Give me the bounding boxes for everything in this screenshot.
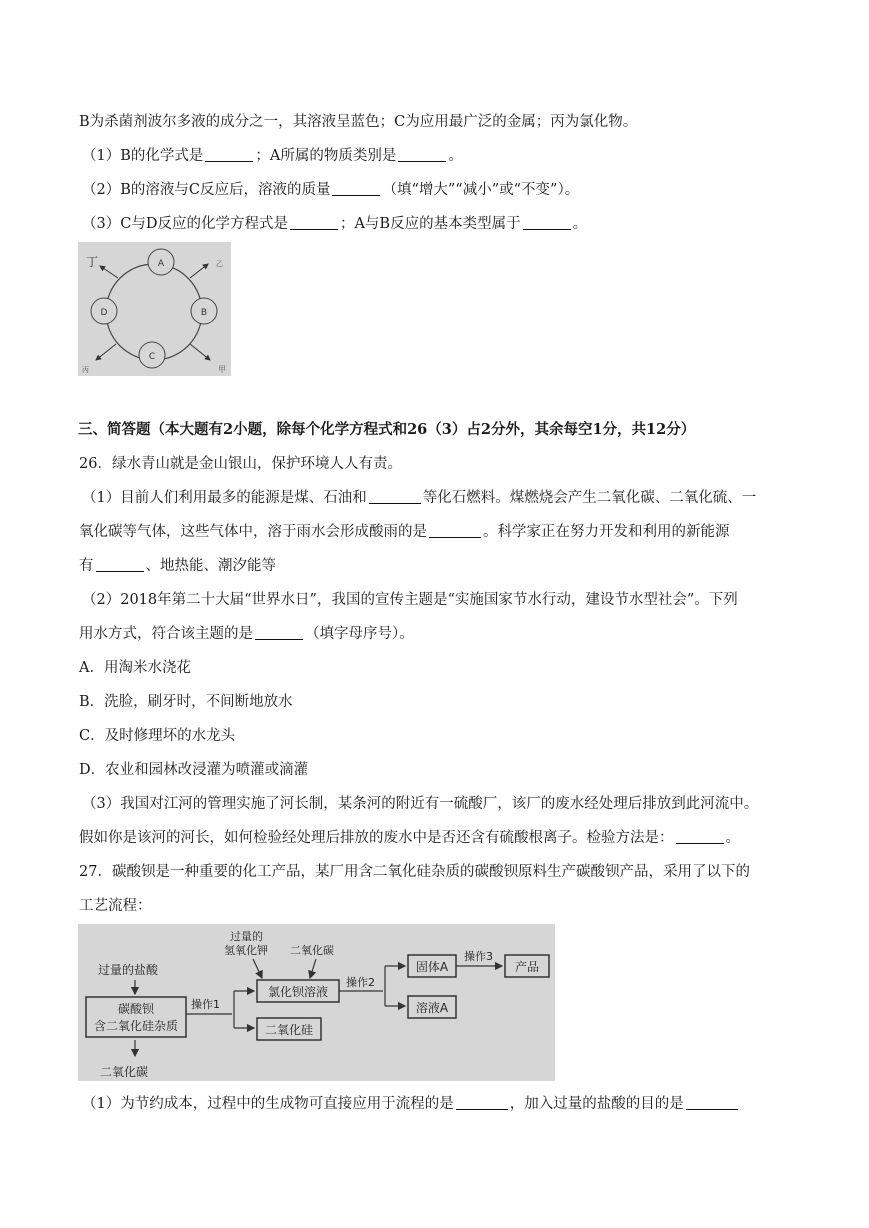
answer-blank[interactable] bbox=[676, 829, 724, 844]
arrow-koh-in bbox=[253, 959, 262, 978]
option-b: B．洗脸，刷牙时，不间断地放水 bbox=[79, 694, 293, 710]
label-a: A bbox=[157, 259, 165, 269]
q26-part1-text-c: 氧化碳等气体，这些气体中，溶于雨水会形成酸雨的是 bbox=[79, 524, 427, 540]
answer-blank[interactable] bbox=[686, 1095, 738, 1110]
q25-intro: B为杀菌剂波尔多液的成分之一，其溶液呈蓝色；C为应用最广泛的金属；丙为氯化物。 bbox=[79, 114, 638, 130]
label-ding: 丁 bbox=[86, 255, 99, 269]
label-c: C bbox=[148, 352, 156, 362]
answer-blank[interactable] bbox=[523, 215, 571, 230]
q26-part2-text-a: 用水方式，符合该主题的是 bbox=[79, 626, 253, 642]
circle-diagram-svg bbox=[78, 242, 231, 376]
label-op1: 操作1 bbox=[191, 998, 220, 1011]
option-d: D．农业和园林改浸灌为喷灌或滴灌 bbox=[79, 762, 309, 778]
q25-part3-text-b: ；A与B反应的基本类型属于 bbox=[339, 216, 521, 232]
q26-part3-text-a: 假如你是该河的河长，如何检验经处理后排放的废水中是否还含有硫酸根离子。检验方法是： bbox=[79, 830, 674, 846]
q25-part1-text-b: ；A所属的物质类别是 bbox=[255, 148, 397, 164]
answer-blank[interactable] bbox=[429, 523, 481, 538]
label-bing: 丙 bbox=[82, 366, 89, 374]
arrow-to-yi bbox=[190, 264, 208, 278]
q26-part3-line2 bbox=[79, 828, 740, 848]
label-d: D bbox=[100, 308, 108, 318]
answer-blank[interactable] bbox=[456, 1095, 508, 1110]
q25-part2-text-b: （填“增大”“减小”或“不变”）。 bbox=[382, 182, 580, 198]
q27-stem-line1: 27．碳酸钡是一种重要的化工产品，某厂用含二氧化硅杂质的碳酸钡原料生产碳酸钡产品，采用了以下的 bbox=[79, 864, 750, 880]
q25-part1-text-c: 。 bbox=[448, 148, 463, 164]
option-c: C．及时修理坏的水龙头 bbox=[79, 728, 236, 744]
q25-part2-text-a: （2）B的溶液与C反应后，溶液的质量 bbox=[82, 182, 331, 198]
q27-part1 bbox=[82, 1094, 740, 1114]
arrow-to-ding bbox=[100, 266, 118, 278]
arrow-co2-in bbox=[310, 959, 316, 978]
answer-blank[interactable] bbox=[96, 557, 144, 572]
q26-part1-text-b: 等化石燃料。煤燃烧会产生二氧化碳、二氧化硫、一 bbox=[422, 490, 757, 506]
q26-part2-line2 bbox=[79, 624, 414, 644]
q26-part1-line3 bbox=[79, 556, 276, 576]
q26-part1-line1 bbox=[82, 488, 756, 508]
label-op3: 操作3 bbox=[464, 950, 493, 963]
q26-part1-text-e: 有 bbox=[79, 558, 94, 574]
process-flow-diagram bbox=[78, 924, 555, 1081]
q26-part1-text-f: 、地热能、潮汐能等 bbox=[145, 558, 276, 574]
q26-part2-text-b: （填字母序号）。 bbox=[305, 626, 414, 642]
q26-part3-line1: （3）我国对江河的管理实施了河长制，某条河的附近有一硫酸厂，该厂的废水经处理后排放到此河流中。 bbox=[82, 796, 759, 812]
q27-stem-line2: 工艺流程： bbox=[79, 898, 152, 914]
q26-stem: 26．绿水青山就是金山银山，保护环境人人有责。 bbox=[79, 456, 402, 472]
label-co2-out: 二氧化碳 bbox=[100, 1065, 149, 1079]
q25-part3-text-a: （3）C与D反应的化学方程式是 bbox=[82, 216, 288, 232]
label-raw-l2: 含二氧化硅杂质 bbox=[93, 1019, 179, 1033]
q25-part1 bbox=[82, 146, 463, 166]
answer-blank[interactable] bbox=[255, 625, 303, 640]
answer-blank[interactable] bbox=[205, 147, 253, 162]
label-b: B bbox=[200, 308, 208, 318]
q26-part3-text-b: 。 bbox=[725, 830, 740, 846]
q26-part2-line1: （2）2018年第二十大届“世界水日”，我国的宣传主题是“实施国家节水行动，建设节水型社会”。下列 bbox=[82, 592, 738, 608]
flow-svg bbox=[78, 924, 555, 1081]
q26-part1-line2 bbox=[79, 522, 730, 542]
q25-part3-text-c: 。 bbox=[572, 216, 588, 232]
q27-part1-text-b: ，加入过量的盐酸的目的是 bbox=[509, 1096, 684, 1112]
label-raw-l1: 碳酸钡 bbox=[117, 1002, 155, 1016]
q26-part1-text-d: 。科学家正在努力开发和利用的新能源 bbox=[483, 524, 730, 540]
substance-circle-diagram bbox=[78, 242, 231, 376]
label-jia: 甲 bbox=[218, 365, 226, 374]
answer-blank[interactable] bbox=[290, 215, 338, 230]
label-solution-a: 溶液A bbox=[415, 1001, 449, 1015]
answer-blank[interactable] bbox=[332, 181, 380, 196]
arrow-to-bing bbox=[96, 344, 116, 360]
arrow-to-jia bbox=[190, 344, 210, 360]
q27-part1-text-a: （1）为节约成本，过程中的生成物可直接应用于流程的是 bbox=[82, 1096, 454, 1112]
label-koh-l2: 氢氧化钾 bbox=[224, 944, 268, 957]
q25-part2 bbox=[82, 180, 579, 200]
label-bacl2: 氯化钡溶液 bbox=[267, 985, 329, 999]
label-excess-hcl: 过量的盐酸 bbox=[98, 963, 159, 977]
q25-part3 bbox=[82, 214, 587, 234]
answer-blank[interactable] bbox=[398, 147, 446, 162]
q25-part1-text-a: （1）B的化学式是 bbox=[82, 148, 204, 164]
q26-part1-text-a: （1）目前人们利用最多的能源是煤、石油和 bbox=[82, 490, 367, 506]
label-koh-l1: 过量的 bbox=[230, 930, 263, 943]
label-op2: 操作2 bbox=[346, 976, 375, 989]
section-heading: 三、简答题（本大题有2小题，除每个化学方程式和26（3）占2分外，其余每空1分，共12分） bbox=[78, 421, 696, 438]
option-a: A．用淘米水浇花 bbox=[79, 660, 191, 676]
label-product: 产品 bbox=[514, 960, 540, 974]
label-co2-in: 二氧化碳 bbox=[290, 944, 334, 957]
label-yi: 乙 bbox=[216, 260, 223, 268]
answer-blank[interactable] bbox=[369, 489, 421, 504]
label-sio2: 二氧化硅 bbox=[264, 1023, 314, 1037]
label-solid-a: 固体A bbox=[415, 960, 449, 974]
